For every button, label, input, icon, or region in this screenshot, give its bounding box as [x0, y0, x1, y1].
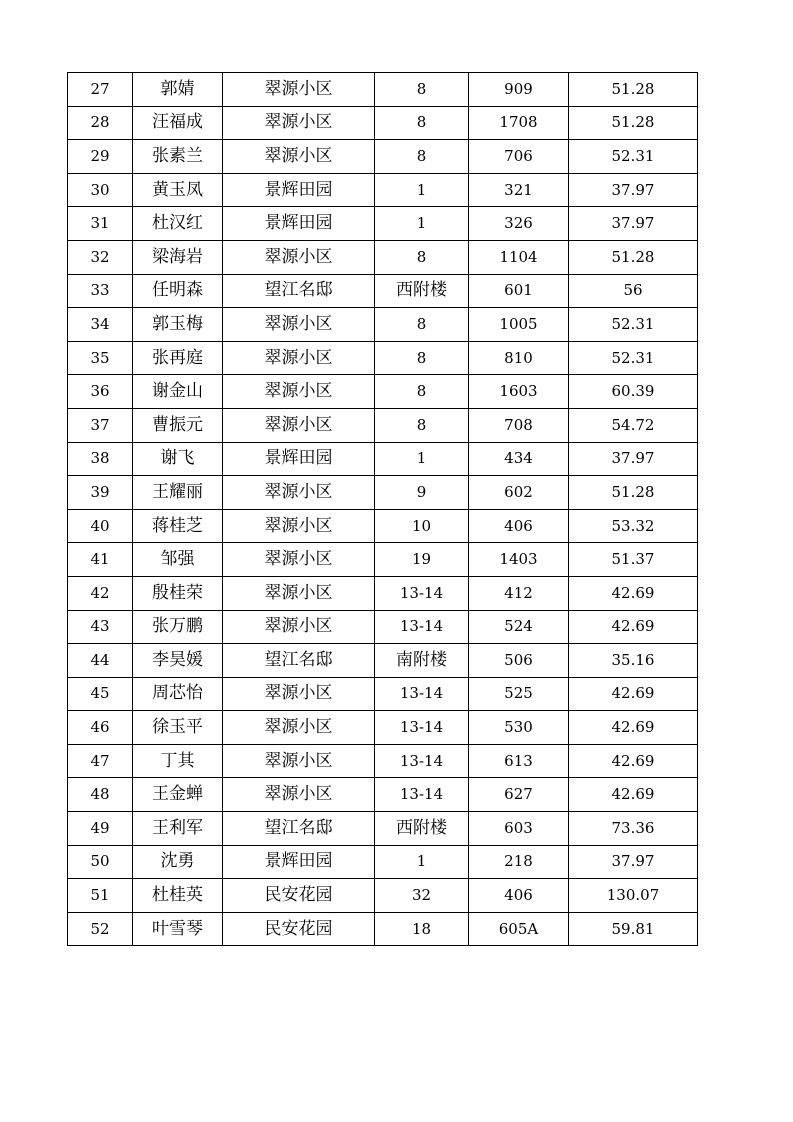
- cell-room: 1603: [469, 375, 569, 409]
- cell-name: 张素兰: [133, 140, 223, 174]
- cell-area: 54.72: [569, 408, 698, 442]
- cell-community: 翠源小区: [223, 509, 375, 543]
- cell-building: 1: [375, 173, 469, 207]
- table-row: [68, 476, 698, 510]
- cell-index: 43: [68, 610, 133, 644]
- cell-community: 翠源小区: [223, 711, 375, 745]
- cell-area: 42.69: [569, 610, 698, 644]
- cell-area: 35.16: [569, 644, 698, 678]
- cell-index: 28: [68, 106, 133, 140]
- cell-name: 殷桂荣: [133, 576, 223, 610]
- cell-room: 1005: [469, 308, 569, 342]
- cell-community: 翠源小区: [223, 308, 375, 342]
- cell-room: 506: [469, 644, 569, 678]
- cell-area: 59.81: [569, 912, 698, 946]
- cell-area: 52.31: [569, 308, 698, 342]
- cell-building: 1: [375, 845, 469, 879]
- cell-area: 42.69: [569, 677, 698, 711]
- cell-community: 望江名邸: [223, 644, 375, 678]
- table-row: [68, 610, 698, 644]
- cell-index: 30: [68, 173, 133, 207]
- cell-community: 景辉田园: [223, 845, 375, 879]
- cell-index: 29: [68, 140, 133, 174]
- table-row: [68, 509, 698, 543]
- cell-area: 51.28: [569, 476, 698, 510]
- cell-building: 1: [375, 442, 469, 476]
- cell-name: 谢飞: [133, 442, 223, 476]
- cell-area: 53.32: [569, 509, 698, 543]
- cell-room: 1403: [469, 543, 569, 577]
- cell-index: 27: [68, 73, 133, 107]
- table-row: [68, 274, 698, 308]
- cell-building: 西附楼: [375, 812, 469, 846]
- cell-room: 603: [469, 812, 569, 846]
- cell-name: 谢金山: [133, 375, 223, 409]
- cell-community: 翠源小区: [223, 610, 375, 644]
- cell-index: 45: [68, 677, 133, 711]
- cell-area: 42.69: [569, 778, 698, 812]
- cell-area: 37.97: [569, 442, 698, 476]
- cell-area: 52.31: [569, 341, 698, 375]
- cell-index: 46: [68, 711, 133, 745]
- table-row: [68, 744, 698, 778]
- cell-index: 50: [68, 845, 133, 879]
- cell-community: 翠源小区: [223, 375, 375, 409]
- table-row: [68, 140, 698, 174]
- cell-area: 37.97: [569, 845, 698, 879]
- cell-area: 73.36: [569, 812, 698, 846]
- cell-room: 406: [469, 509, 569, 543]
- cell-name: 郭婧: [133, 73, 223, 107]
- cell-building: 1: [375, 207, 469, 241]
- cell-building: 8: [375, 73, 469, 107]
- table-row: [68, 677, 698, 711]
- cell-name: 叶雪琴: [133, 912, 223, 946]
- cell-index: 34: [68, 308, 133, 342]
- table-row: [68, 173, 698, 207]
- cell-community: 翠源小区: [223, 240, 375, 274]
- cell-building: 13-14: [375, 610, 469, 644]
- cell-room: 530: [469, 711, 569, 745]
- cell-index: 51: [68, 879, 133, 913]
- cell-index: 32: [68, 240, 133, 274]
- cell-room: 613: [469, 744, 569, 778]
- cell-room: 1708: [469, 106, 569, 140]
- table-row: [68, 543, 698, 577]
- cell-community: 民安花园: [223, 912, 375, 946]
- cell-building: 13-14: [375, 778, 469, 812]
- cell-area: 51.28: [569, 73, 698, 107]
- cell-room: 524: [469, 610, 569, 644]
- cell-community: 景辉田园: [223, 173, 375, 207]
- cell-community: 翠源小区: [223, 476, 375, 510]
- table-row: [68, 778, 698, 812]
- cell-building: 13-14: [375, 711, 469, 745]
- table-body: [68, 73, 698, 946]
- cell-name: 沈勇: [133, 845, 223, 879]
- cell-community: 景辉田园: [223, 442, 375, 476]
- cell-room: 412: [469, 576, 569, 610]
- cell-name: 黄玉凤: [133, 173, 223, 207]
- cell-name: 曹振元: [133, 408, 223, 442]
- cell-name: 梁海岩: [133, 240, 223, 274]
- cell-index: 52: [68, 912, 133, 946]
- cell-room: 321: [469, 173, 569, 207]
- cell-name: 徐玉平: [133, 711, 223, 745]
- cell-building: 西附楼: [375, 274, 469, 308]
- cell-building: 19: [375, 543, 469, 577]
- cell-building: 8: [375, 106, 469, 140]
- cell-room: 525: [469, 677, 569, 711]
- cell-room: 605A: [469, 912, 569, 946]
- cell-area: 42.69: [569, 711, 698, 745]
- cell-area: 51.28: [569, 106, 698, 140]
- cell-name: 王利军: [133, 812, 223, 846]
- cell-room: 601: [469, 274, 569, 308]
- table-row: [68, 341, 698, 375]
- cell-area: 42.69: [569, 576, 698, 610]
- cell-building: 8: [375, 140, 469, 174]
- cell-index: 44: [68, 644, 133, 678]
- cell-area: 37.97: [569, 173, 698, 207]
- cell-name: 杜汉红: [133, 207, 223, 241]
- cell-name: 郭玉梅: [133, 308, 223, 342]
- cell-index: 42: [68, 576, 133, 610]
- cell-name: 杜桂英: [133, 879, 223, 913]
- cell-community: 望江名邸: [223, 274, 375, 308]
- cell-room: 706: [469, 140, 569, 174]
- cell-building: 13-14: [375, 576, 469, 610]
- cell-name: 张再庭: [133, 341, 223, 375]
- cell-community: 景辉田园: [223, 207, 375, 241]
- cell-index: 41: [68, 543, 133, 577]
- cell-area: 51.37: [569, 543, 698, 577]
- cell-room: 218: [469, 845, 569, 879]
- cell-index: 47: [68, 744, 133, 778]
- cell-building: 13-14: [375, 744, 469, 778]
- table-row: [68, 106, 698, 140]
- table-row: [68, 912, 698, 946]
- cell-building: 18: [375, 912, 469, 946]
- cell-community: 翠源小区: [223, 778, 375, 812]
- cell-area: 42.69: [569, 744, 698, 778]
- cell-name: 李昊媛: [133, 644, 223, 678]
- cell-room: 627: [469, 778, 569, 812]
- cell-community: 民安花园: [223, 879, 375, 913]
- cell-index: 35: [68, 341, 133, 375]
- cell-community: 翠源小区: [223, 576, 375, 610]
- cell-building: 10: [375, 509, 469, 543]
- cell-area: 37.97: [569, 207, 698, 241]
- cell-name: 任明森: [133, 274, 223, 308]
- table-row: [68, 812, 698, 846]
- cell-room: 434: [469, 442, 569, 476]
- cell-room: 1104: [469, 240, 569, 274]
- cell-name: 王金蝉: [133, 778, 223, 812]
- cell-building: 南附楼: [375, 644, 469, 678]
- cell-building: 32: [375, 879, 469, 913]
- table-row: [68, 845, 698, 879]
- cell-community: 翠源小区: [223, 106, 375, 140]
- table-row: [68, 711, 698, 745]
- cell-building: 9: [375, 476, 469, 510]
- cell-building: 8: [375, 308, 469, 342]
- table-row: [68, 644, 698, 678]
- cell-building: 8: [375, 341, 469, 375]
- cell-index: 48: [68, 778, 133, 812]
- cell-area: 56: [569, 274, 698, 308]
- cell-community: 翠源小区: [223, 677, 375, 711]
- table-row: [68, 240, 698, 274]
- table-row: [68, 879, 698, 913]
- table-row: [68, 576, 698, 610]
- cell-index: 40: [68, 509, 133, 543]
- cell-building: 8: [375, 408, 469, 442]
- cell-area: 60.39: [569, 375, 698, 409]
- cell-area: 130.07: [569, 879, 698, 913]
- cell-index: 33: [68, 274, 133, 308]
- table-row: [68, 408, 698, 442]
- table-row: [68, 207, 698, 241]
- cell-community: 翠源小区: [223, 140, 375, 174]
- cell-community: 翠源小区: [223, 73, 375, 107]
- cell-community: 翠源小区: [223, 543, 375, 577]
- cell-room: 602: [469, 476, 569, 510]
- cell-building: 8: [375, 375, 469, 409]
- cell-index: 31: [68, 207, 133, 241]
- cell-room: 406: [469, 879, 569, 913]
- table-row: [68, 442, 698, 476]
- cell-name: 邹强: [133, 543, 223, 577]
- cell-name: 周芯怡: [133, 677, 223, 711]
- cell-name: 王耀丽: [133, 476, 223, 510]
- cell-building: 8: [375, 240, 469, 274]
- cell-room: 909: [469, 73, 569, 107]
- cell-index: 49: [68, 812, 133, 846]
- cell-building: 13-14: [375, 677, 469, 711]
- cell-community: 翠源小区: [223, 744, 375, 778]
- cell-index: 38: [68, 442, 133, 476]
- cell-name: 蒋桂芝: [133, 509, 223, 543]
- cell-community: 翠源小区: [223, 341, 375, 375]
- table-row: [68, 375, 698, 409]
- cell-room: 708: [469, 408, 569, 442]
- cell-community: 翠源小区: [223, 408, 375, 442]
- cell-room: 810: [469, 341, 569, 375]
- cell-index: 39: [68, 476, 133, 510]
- cell-name: 张万鹏: [133, 610, 223, 644]
- cell-name: 汪福成: [133, 106, 223, 140]
- table-row: [68, 73, 698, 107]
- cell-index: 37: [68, 408, 133, 442]
- cell-index: 36: [68, 375, 133, 409]
- cell-area: 51.28: [569, 240, 698, 274]
- cell-community: 望江名邸: [223, 812, 375, 846]
- data-table: [67, 72, 698, 946]
- table-row: [68, 308, 698, 342]
- cell-room: 326: [469, 207, 569, 241]
- cell-area: 52.31: [569, 140, 698, 174]
- cell-name: 丁其: [133, 744, 223, 778]
